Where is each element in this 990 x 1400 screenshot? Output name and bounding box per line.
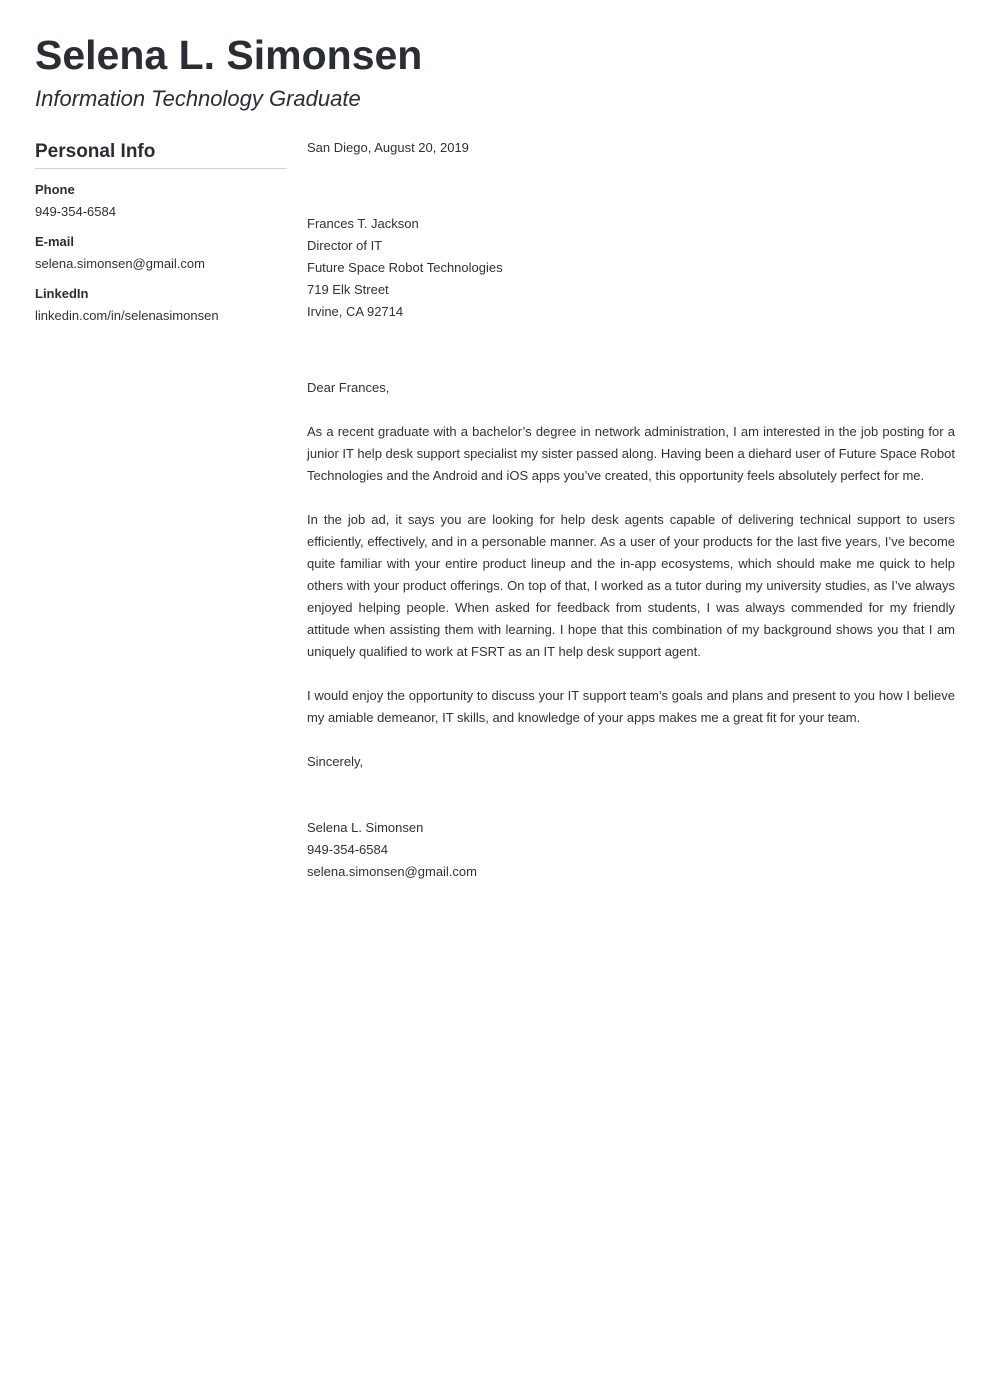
applicant-name: Selena L. Simonsen [35, 32, 423, 78]
salutation: Dear Frances, [307, 380, 390, 395]
linkedin-value: linkedin.com/in/selenasimonsen [35, 308, 219, 323]
paragraph-2: In the job ad, it says you are looking for help desk agents capable of delivering technical support to users efficiently, effectively, and in a personable manner. As a user of your products for the last five years, I’ve become quite familiar with your entire product lineup and the in-app ecosystems, which should make me quick to help others with your product offerings. On top of that, I worked as a tutor during my university studies, as I’ve always enjoyed helping people. When asked for feedback from students, I was always commended for my friendly attitude when assisting them with learning. I hope that this combination of my background shows you that I am uniquely qualified to work at FSRT as an IT help desk support agent. [307, 512, 955, 659]
email-value: selena.simonsen@gmail.com [35, 256, 205, 271]
letter-date: San Diego, August 20, 2019 [307, 140, 469, 155]
recipient-address [307, 213, 955, 323]
email-info [35, 233, 287, 273]
linkedin-label: LinkedIn [35, 286, 89, 301]
recipient-position: Director of IT [307, 238, 383, 253]
letter-body [307, 137, 955, 883]
applicant-title: Information Technology Graduate [35, 86, 361, 111]
recipient-street: 719 Elk Street [307, 282, 389, 297]
paragraph-3: I would enjoy the opportunity to discuss your IT support team’s goals and plans and present to you how I believe my amiable demeanor, IT skills, and knowledge of your apps makes me a great fit for your team. [307, 688, 955, 725]
personal-info-sidebar [35, 140, 287, 325]
closing: Sincerely, [307, 754, 364, 769]
personal-info-heading: Personal Info [35, 140, 287, 169]
recipient-city: Irvine, CA 92714 [307, 304, 404, 319]
recipient-company: Future Space Robot Technologies [307, 260, 503, 275]
signature-phone: 949-354-6584 [307, 842, 388, 857]
signature-email: selena.simonsen@gmail.com [307, 864, 477, 879]
email-label: E-mail [35, 234, 75, 249]
phone-value: 949-354-6584 [35, 204, 116, 219]
signature-block [307, 817, 955, 883]
phone-label: Phone [35, 182, 75, 197]
paragraph-1: As a recent graduate with a bachelor’s degree in network administration, I am interested in the job posting for a junior IT help desk support specialist my sister passed along. Having been a diehard user of Future Space Robot Technologies and the Android and iOS apps you’ve created, this opportunity feels absolutely perfect for me. [307, 424, 955, 483]
signature-name: Selena L. Simonsen [307, 820, 424, 835]
recipient-name: Frances T. Jackson [307, 216, 419, 231]
phone-info [35, 181, 287, 221]
linkedin-info [35, 285, 287, 325]
